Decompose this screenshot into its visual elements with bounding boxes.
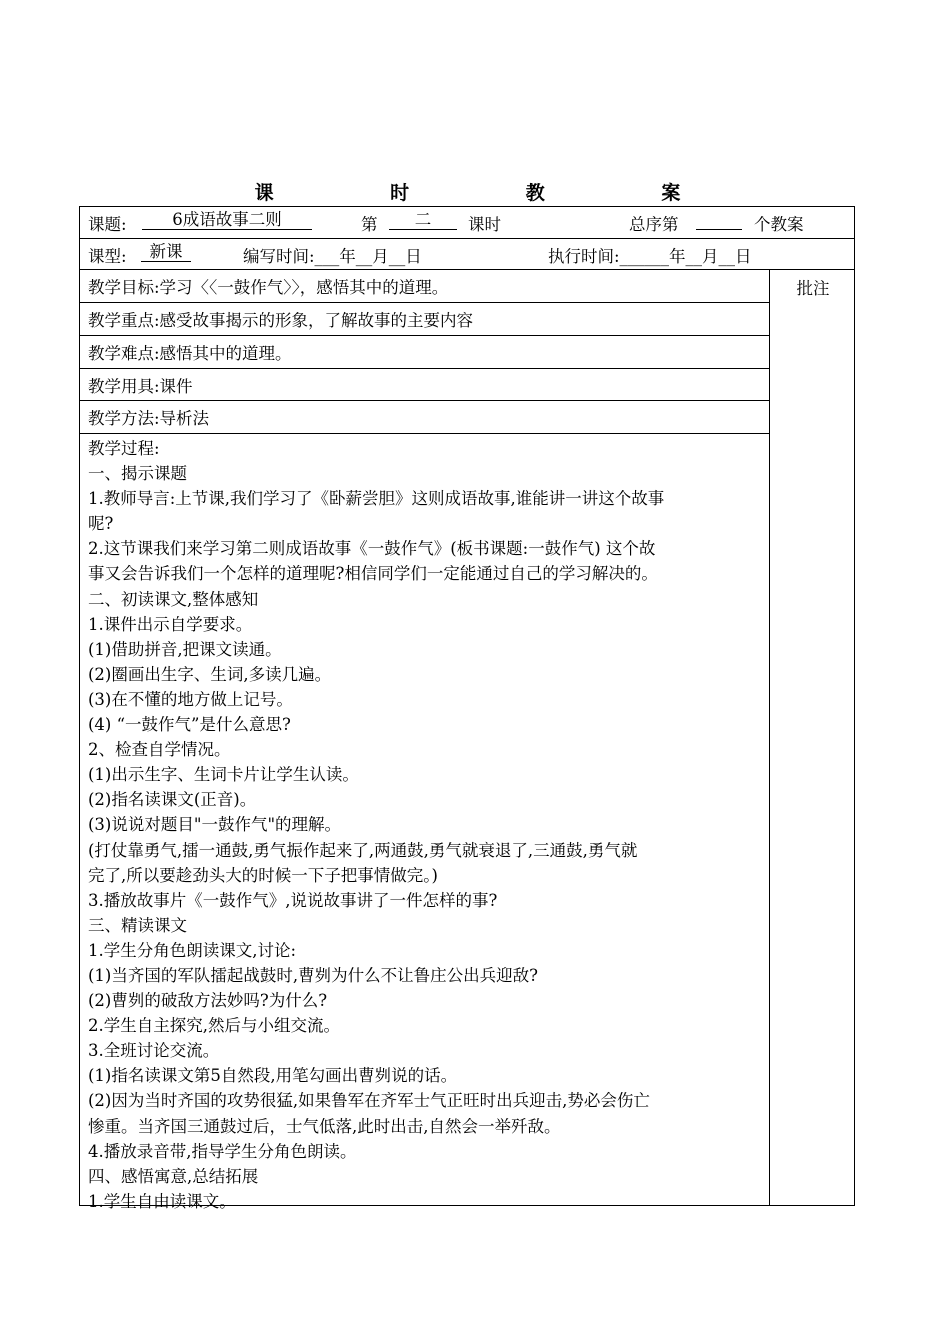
process-line: 二、初读课文,整体感知	[88, 589, 259, 609]
topic-value: 6成语故事二则	[142, 211, 312, 230]
header-row-type	[80, 239, 854, 270]
process-line: 一、揭示课题	[88, 464, 187, 484]
process-line: 四、感悟寓意,总结拓展	[88, 1166, 259, 1186]
process-line: 2.学生自主探究,然后与小组交流。	[88, 1016, 340, 1036]
teaching-process	[80, 434, 769, 1216]
process-line: 事又会告诉我们一个怎样的道理呢?相信同学们一定能通过自己的学习解决的。	[88, 564, 658, 584]
process-line: (2)因为当时齐国的攻势很猛,如果鲁军在齐军士气正旺时出兵迎击,势必会伤亡	[88, 1091, 650, 1111]
process-line: (1)出示生字、生词卡片让学生认读。	[88, 765, 359, 785]
type-label: 课型:	[88, 247, 127, 266]
process-line: 三、精读课文	[88, 915, 187, 935]
process-line: 1.学生分角色朗读课文,讨论:	[88, 940, 297, 960]
lesson-plan-table	[79, 206, 855, 1211]
compile-time: 编写时间:___年__月__日	[243, 247, 422, 266]
process-line: 3.播放故事片《一鼓作气》,说说故事讲了一件怎样的事?	[88, 890, 498, 910]
process-line: 1.教师导言:上节课,我们学习了《卧薪尝胆》这则成语故事,谁能讲一讲这个故事	[88, 489, 665, 509]
lesson-value: 二	[389, 211, 457, 230]
process-line: 4.播放录音带,指导学生分角色朗读。	[88, 1141, 357, 1161]
total-prefix: 总序第	[629, 215, 679, 234]
process-line: (3)在不懂的地方做上记号。	[88, 689, 293, 709]
exec-time: 执行时间:______年__月__日	[548, 247, 752, 266]
focus-cell: 教学重点:感受故事揭示的形象，了解故事的主要内容	[80, 303, 769, 336]
lesson-suffix: 课时	[468, 215, 501, 234]
process-line: 1.课件出示自学要求。	[88, 614, 253, 634]
process-line: 2.这节课我们来学习第二则成语故事《一鼓作气》(板书课题:一鼓作气) 这个故	[88, 539, 656, 559]
notes-column	[769, 270, 856, 1205]
process-line: 教学过程:	[88, 439, 160, 458]
difficulty-cell: 教学难点:感悟其中的道理。	[80, 336, 769, 369]
total-value	[696, 211, 742, 230]
process-line: (打仗靠勇气,擂一通鼓,勇气振作起来了,两通鼓,勇气就衰退了,三通鼓,勇气就	[88, 840, 638, 860]
process-line: (2)指名读课文(正音)。	[88, 790, 257, 810]
goal-cell: 教学目标:学习〈〈一鼓作气〉〉，感悟其中的道理。	[80, 270, 769, 303]
topic-label: 课题:	[88, 215, 127, 234]
notes-label: 批注	[796, 279, 830, 298]
process-line: 完了,所以要趁劲头大的时候一下子把事情做完。)	[88, 865, 438, 885]
process-line: (2)圈画出生字、生词,多读几遍。	[88, 664, 332, 684]
tools-cell: 教学用具:课件	[80, 369, 769, 401]
process-line: (1)当齐国的军队擂起战鼓时,曹刿为什么不让鲁庄公出兵迎敌?	[88, 965, 538, 985]
process-line: 呢?	[88, 514, 114, 534]
process-line: (1)借助拼音,把课文读通。	[88, 639, 282, 659]
process-line: 3.全班讨论交流。	[88, 1041, 220, 1061]
process-line: 惨重。当齐国三通鼓过后，士气低落,此时出击,自然会一举歼敌。	[88, 1116, 561, 1136]
total-suffix: 个教案	[754, 215, 804, 234]
type-value: 新课	[141, 243, 191, 262]
process-line: 1.学生自由读课文。	[88, 1191, 236, 1211]
lesson-prefix: 第	[361, 215, 378, 234]
process-line: (4) “一鼓作气”是什么意思?	[88, 715, 291, 735]
page-title: 课 时 教 案	[254, 182, 736, 204]
process-line: (1)指名读课文第5自然段,用笔勾画出曹刿说的话。	[88, 1066, 458, 1086]
header-row-topic	[80, 207, 854, 239]
process-line: (2)曹刿的破敌方法妙吗?为什么?	[88, 991, 328, 1011]
process-line: (3)说说对题目"一鼓作气"的理解。	[88, 815, 342, 835]
process-line: 2、检查自学情况。	[88, 740, 231, 760]
method-cell: 教学方法:导析法	[80, 401, 769, 434]
